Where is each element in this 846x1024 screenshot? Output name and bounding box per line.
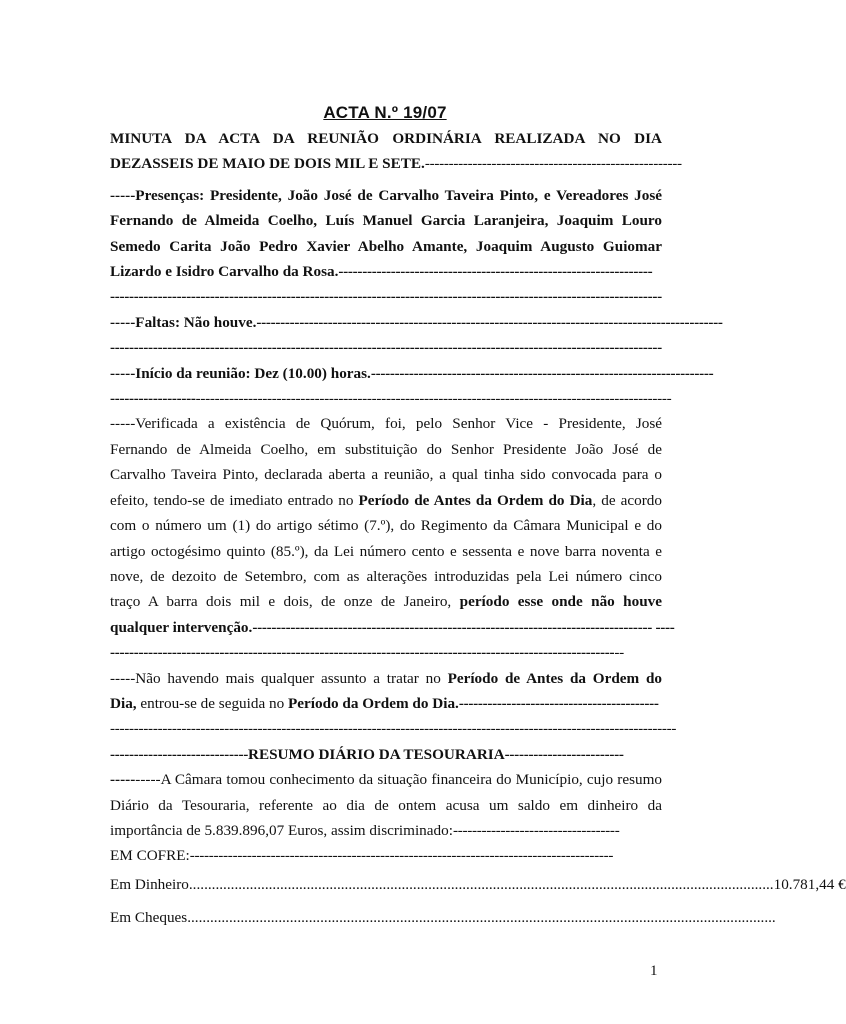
verificada-line-8: traço A barra dois mil e dois, de onze de Janeiro, período esse onde não houve bbox=[110, 593, 662, 611]
separator-line: -------------------------------------------------------------------------------------------------------------------- bbox=[110, 288, 662, 306]
verificada-line-5: com o número um (1) do artigo sétimo (7.º), do Regimento da Câmara Municipal e do bbox=[110, 517, 662, 535]
em-cheques-line: Em Cheques ........................................................................................................................................................... bbox=[110, 905, 662, 930]
inicio-line: -----Início da reunião: Dez (10.00) horas.------------------------------------------------------------------------ bbox=[110, 364, 714, 382]
verificada-line-4: efeito, tendo-se de imediato entrado no Período de Antes da Ordem do Dia, de acordo bbox=[110, 491, 662, 509]
verificada-line-6: artigo octogésimo quinto (85.º), da Lei número cento e sessenta e nove barra noventa e bbox=[110, 542, 662, 560]
faltas-line: -----Faltas: Não houve.-------------------------------------------------------------------------------------------------- bbox=[110, 313, 723, 331]
separator-line: ----------------------------------------------------------------------------------------------------------------------- bbox=[110, 720, 677, 738]
separator-line: ------------------------------------------------------------------------------------------------------------ bbox=[110, 644, 624, 662]
verificada-line-1: -----Verificada a existência de Quórum, foi, pelo Senhor Vice - Presidente, José bbox=[110, 415, 662, 433]
document-body bbox=[110, 126, 846, 931]
heading-line-1: MINUTA DA ACTA DA REUNIÃO ORDINÁRIA REALIZADA NO DIA bbox=[110, 130, 662, 147]
separator-line: -------------------------------------------------------------------------------------------------------------------- bbox=[110, 339, 662, 357]
page-title: ACTA N.º 19/07 bbox=[323, 103, 447, 122]
resumo-heading: RESUMO DIÁRIO DA TESOURARIA bbox=[247, 745, 505, 763]
nao-havendo-line-1: -----Não havendo mais qualquer assunto a tratar no Período de Antes da Ordem do bbox=[110, 669, 663, 687]
heading-line-2: DEZASSEIS DE MAIO DE DOIS MIL E SETE.------------------------------------------------------ bbox=[110, 155, 682, 173]
separator-line: ---------------------------------------------------------------------------------------------------------------------- bbox=[110, 390, 672, 408]
presencas-line-3: Semedo Carita João Pedro Xavier Abelho Amante, Joaquim Augusto Guiomar bbox=[110, 237, 662, 255]
em-dinheiro-line: Em Dinheiro .......................................................................................................................................................... 10.781,44 € bbox=[110, 872, 662, 897]
verificada-line-3: Carvalho Taveira Pinto, declarada aberta a reunião, a qual tinha sido convocada para o bbox=[110, 466, 662, 484]
verificada-line-2: Fernando de Almeida Coelho, em substituição do Senhor Presidente João José de bbox=[110, 440, 662, 458]
page-number: 1 bbox=[650, 963, 658, 979]
resumo-line-3: importância de 5.839.896,07 Euros, assim discriminado:----------------------------------- bbox=[110, 821, 620, 839]
verificada-line-7: nove, de dezoito de Setembro, com as alterações introduzidas pela Lei número cinco bbox=[110, 567, 662, 585]
resumo-line-1: ----------A Câmara tomou conhecimento da situação financeira do Município, cujo resumo bbox=[110, 771, 662, 789]
nao-havendo-line-2: Dia, entrou-se de seguida no Período da Ordem do Dia.------------------------------------------ bbox=[110, 694, 659, 712]
em-dinheiro-value: 10.781,44 € bbox=[773, 875, 846, 893]
resumo-line-2: Diário da Tesouraria, referente ao dia de ontem acusa um saldo em dinheiro da bbox=[110, 796, 662, 814]
presencas-line-4: Lizardo e Isidro Carvalho da Rosa.------------------------------------------------------------------ bbox=[110, 263, 653, 281]
presencas-line-1: -----Presenças: Presidente, João José de Carvalho Taveira Pinto, e Vereadores José bbox=[110, 186, 662, 204]
em-dinheiro-label: Em Dinheiro bbox=[110, 875, 189, 893]
em-cheques-label: Em Cheques bbox=[110, 909, 188, 927]
resumo-heading-line: ----------------------------- RESUMO DIÁRIO DA TESOURARIA ------------------------- bbox=[110, 742, 662, 767]
presencas-line-2: Fernando de Almeida Coelho, Luís Manuel Garcia Laranjeira, Joaquim Louro bbox=[110, 212, 662, 230]
verificada-line-9: qualquer intervenção.------------------------------------------------------------------------------------ ---- bbox=[110, 618, 675, 636]
em-cofre-line: EM COFRE:----------------------------------------------------------------------------------------- bbox=[110, 847, 614, 865]
